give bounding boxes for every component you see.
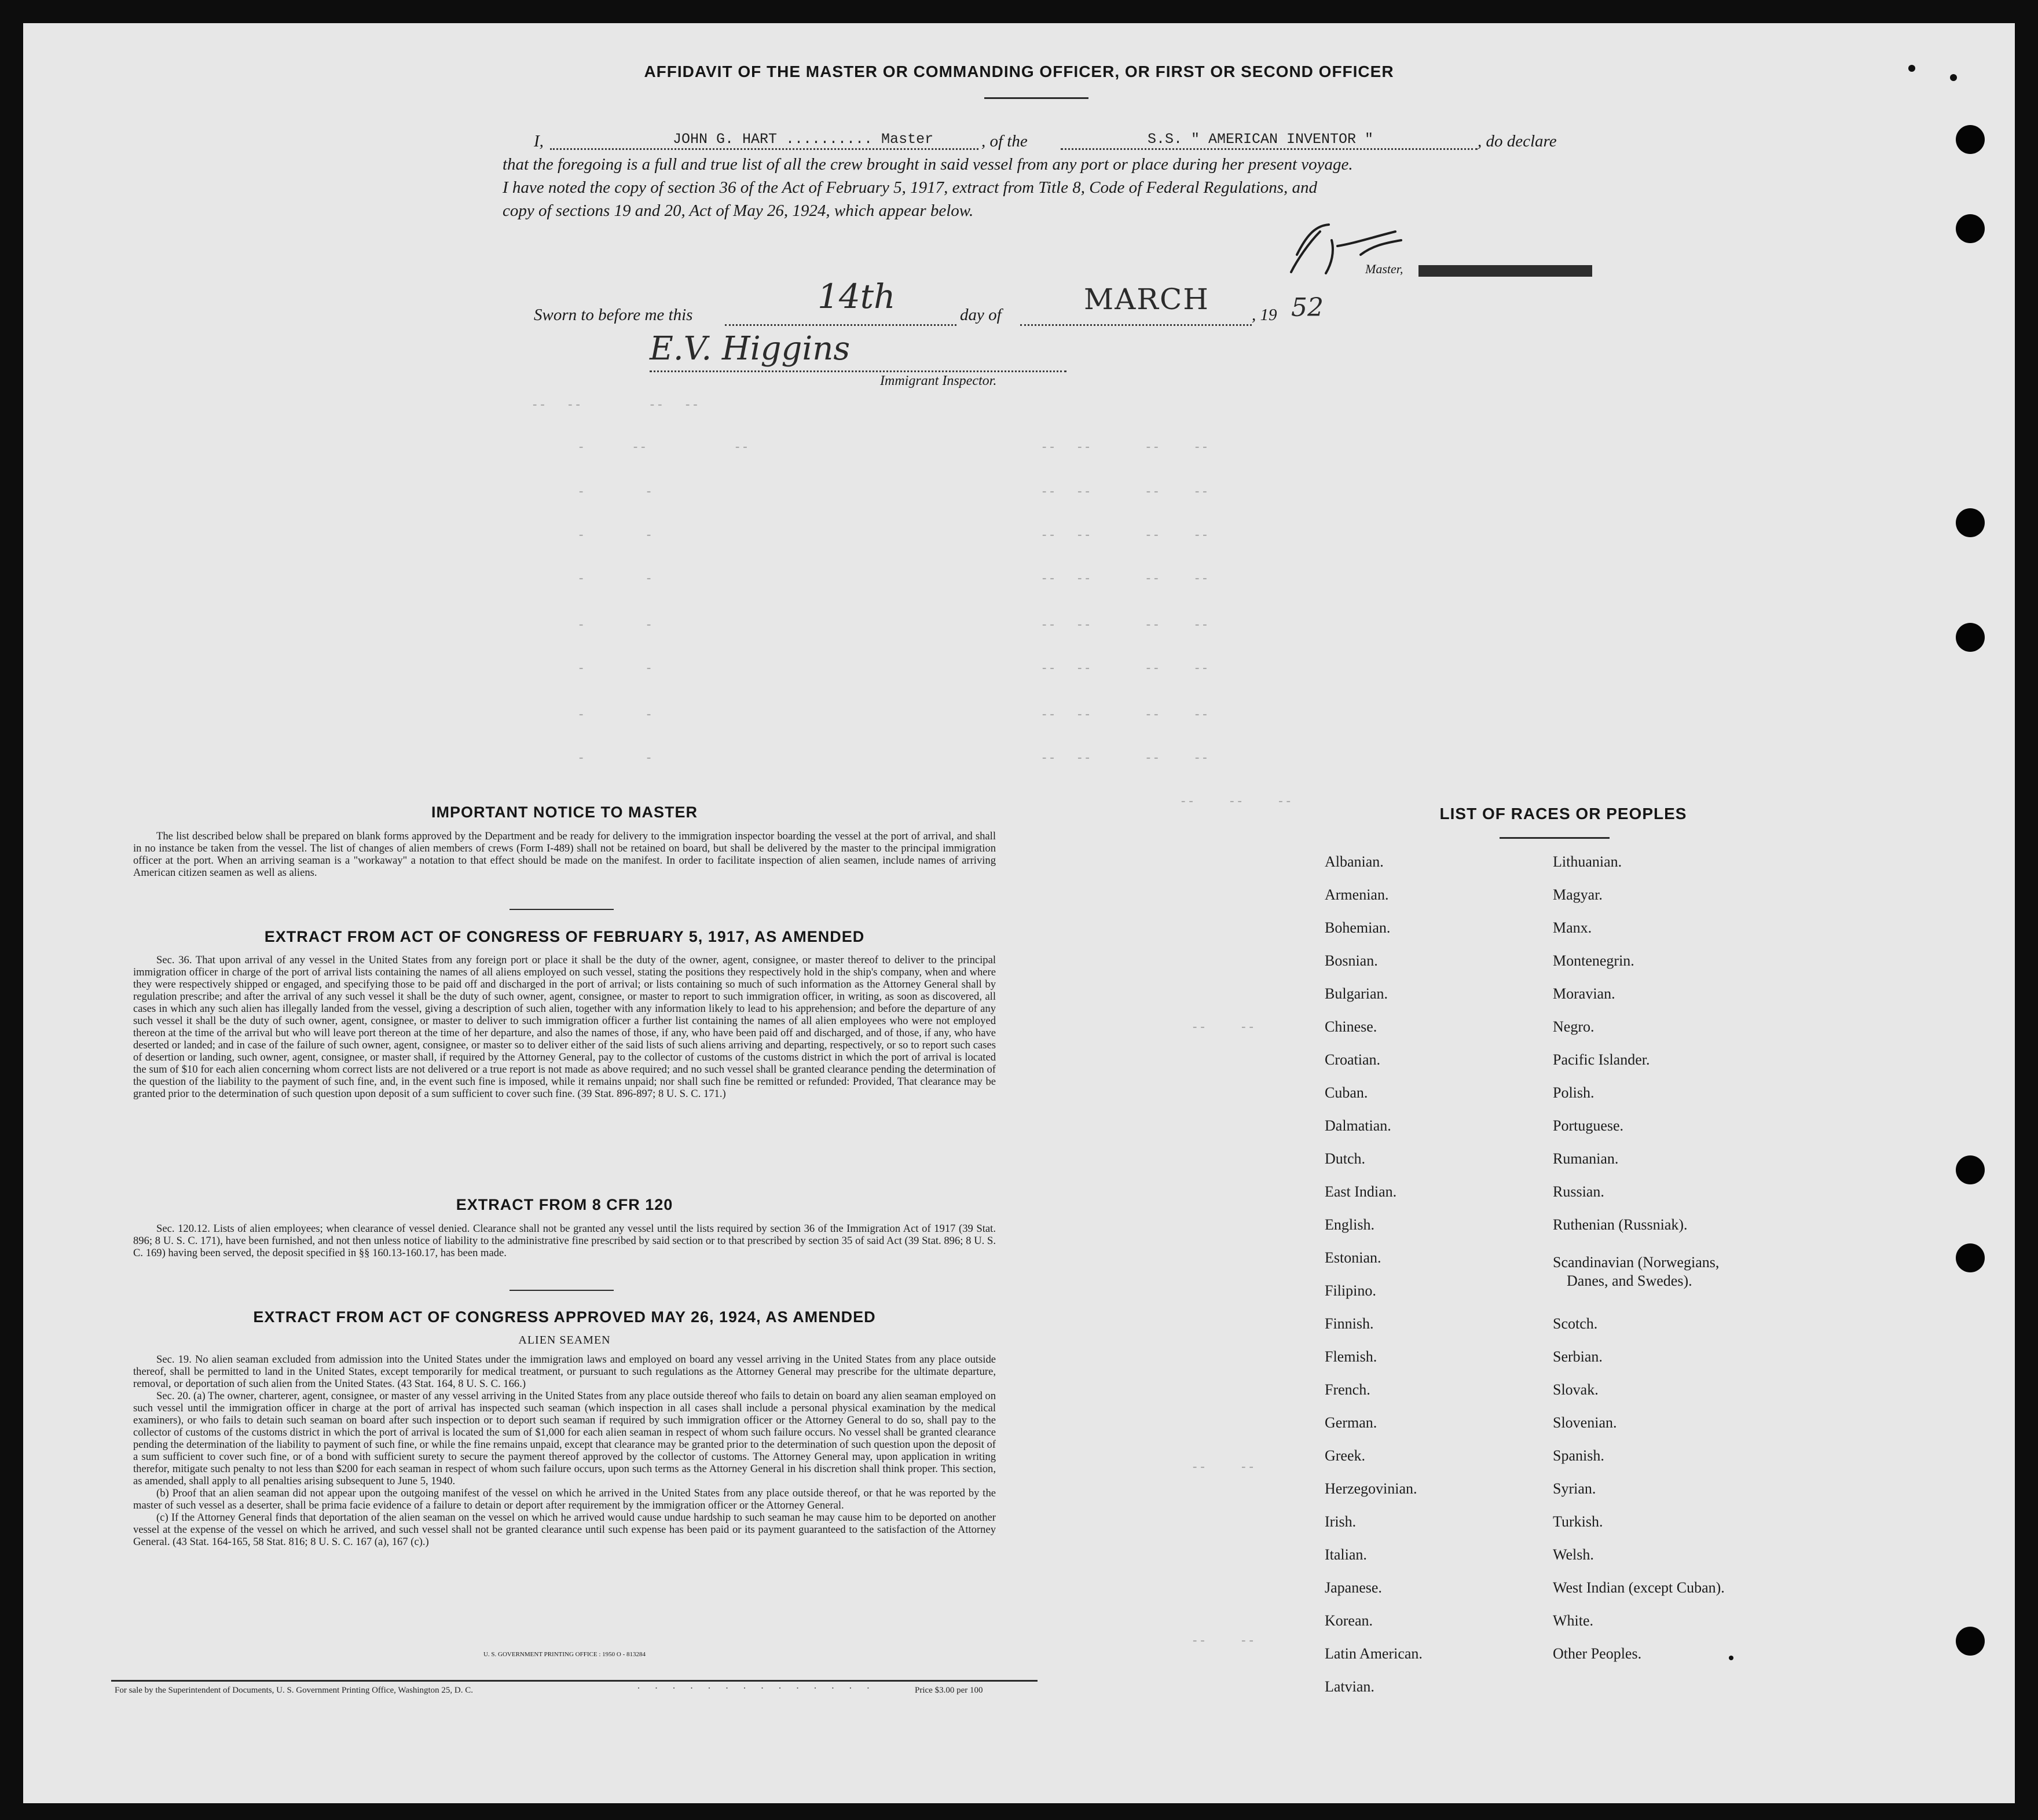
races-title: LIST OF RACES OR PEOPLES — [1439, 805, 1687, 823]
alien-seamen-subtitle: ALIEN SEAMEN — [518, 1334, 611, 1346]
sec-19-paragraph: Sec. 19. No alien seaman excluded from admission into the United States under the immigration laws and employed on board any vessel arriving in the United States from any place outside thereof, shall be permitted to land in the United States, except temporarily for medical treatment, or pursuant to such regulations as the Attorney General may prescribe for the ultimate departure, removal, or deportation of such alien from the United States. (43 Stat. 164, 8 U. S. C. 166.) — [133, 1353, 996, 1390]
sworn-label: Sworn to before me this — [534, 306, 693, 324]
printing-office-note: U. S. GOVERNMENT PRINTING OFFICE : 1950 O - 813284 — [483, 1651, 646, 1658]
extract-cfr-title: EXTRACT FROM 8 CFR 120 — [456, 1196, 673, 1213]
vessel-name-value: S.S. " AMERICAN INVENTOR " — [1148, 131, 1374, 148]
i-label: I, — [534, 132, 544, 151]
race-item: Negro. — [1553, 1018, 1595, 1035]
race-item: Flemish. — [1325, 1348, 1377, 1365]
day-of-label: day of — [960, 306, 1002, 324]
punch-hole — [1956, 623, 1985, 652]
race-item: Chinese. — [1325, 1018, 1377, 1035]
bleed-through-marks: - - — [579, 617, 655, 631]
race-item: Bulgarian. — [1325, 985, 1388, 1002]
sale-note: For sale by the Superintendent of Documents, U. S. Government Printing Office, Washington 25, D. C. — [115, 1686, 473, 1695]
race-item: Scandinavian (Norwegians, — [1553, 1254, 1720, 1271]
extract-cfr-paragraph: Sec. 120.12. Lists of alien employees; when clearance of vessel denied. Clearance shall not be granted any vessel until the lists required by section 36 of the Immigration Act of 1917 (39 Stat. 896; 8 U. S. C. 171), have been furnished, and not then unless notice of liability to the administrative fine prescribed by said section or to that prescribed by section 35 of said Act (39 Stat. 896; 8 U. S. C. 169) having been served, the deposit specified in §§ 160.13-160.17, has been made. — [133, 1223, 996, 1259]
extract-1917-paragraph: Sec. 36. That upon arrival of any vessel in the United States from any foreign port or place it shall be the duty of the owner, agent, consignee, or master thereof to deliver to the principal immigration officer in charge of the port of arrival lists containing the names of all aliens employed on such vessel, stating the positions they respectively hold in the ship's company, when and where they were respectively shipped or engaged, and specifying those to be paid off and discharged in the port of arrival; or lists containing so much of such information as the Attorney General shall by regulation prescribe; and after the arrival of any such vessel it shall be the duty of such owner, agent, consignee, or master to report to such immigration officer, in writing, as soon as discovered, all cases in which any such alien has illegally landed from the vessel, giving a description of such alien, together with any information likely to lead to his apprehension; and before the departure of any such vessel it shall be the duty of such owner, agent, consignee, or master to deliver to such immigration officer a further list containing the names of all alien employees who were not employed thereon at the time of the arrival but who will leave port thereon at the time of her departure, and also the names of those, if any, who have been paid off and discharged, and of those, if any, who have deserted or landed; and in case of the failure of such owner, agent, consignee, or master so to deliver either of the said lists of such aliens arriving and departing, respectively, or so to report such cases of desertion or landing, such owner, agent, consignee, or master shall, if required by the Attorney General, pay to the collector of customs of the customs district in which the port of arrival is located the sum of $10 for each alien concerning whom correct lists are not delivered or a true report is not made as above required; and no such vessel shall be granted clearance pending the determination of the question of the liability to the payment of such fine, and, in the event such fine is imposed, while it remains unpaid; nor shall such fine be remitted or refunded: Provided, That clearance may be granted prior to the determination of such question upon deposit of a sum sufficient to cover such fine. (39 Stat. 896-897; 8 U. S. C. 171.) — [133, 954, 996, 1100]
price-note: Price $3.00 per 100 — [915, 1686, 983, 1695]
race-item: White. — [1553, 1612, 1594, 1629]
sec-20b-paragraph: (b) Proof that an alien seaman did not appear upon the outgoing manifest of the vessel on which he arrived in the United States from any place outside thereof, or that he was reported by the master of such vessel as a deserter, shall be prima facie evidence of a failure to detain or deport after requirement by the immigration officer or the Attorney General. — [133, 1487, 996, 1511]
race-item: Manx. — [1553, 919, 1592, 936]
bleed-through-marks: - -- -- — [579, 439, 751, 453]
bleed-through-marks: -- -- — [1193, 1019, 1257, 1033]
race-item: Italian. — [1325, 1546, 1367, 1563]
race-item: Greek. — [1325, 1447, 1366, 1464]
punch-hole — [1956, 1627, 1985, 1656]
inspector-signature: E.V. Higgins — [650, 330, 851, 368]
bleed-through-marks: -- -- -- -- — [533, 397, 701, 411]
punch-hole — [1956, 214, 1985, 243]
footer-dots: · · · · · · · · · · · · · · — [637, 1682, 876, 1694]
race-item: Rumanian. — [1553, 1150, 1619, 1167]
race-item: Dutch. — [1325, 1150, 1366, 1167]
race-item: Lithuanian. — [1553, 853, 1622, 870]
race-item: German. — [1325, 1414, 1377, 1431]
day-handwritten: 14th — [818, 277, 896, 316]
bleed-through-marks: -- -- -- -- — [1042, 750, 1211, 764]
race-item: Magyar. — [1553, 886, 1603, 903]
vessel-dotline — [1061, 148, 1478, 150]
master-name-value: JOHN G. HART .......... Master — [673, 131, 934, 148]
race-item: Dalmatian. — [1325, 1117, 1391, 1134]
race-item: Irish. — [1325, 1513, 1357, 1530]
race-item: Slovenian. — [1553, 1414, 1617, 1431]
month-dotline — [1020, 324, 1252, 326]
race-item: Danes, and Swedes). — [1567, 1272, 1692, 1289]
race-item: Slovak. — [1553, 1381, 1599, 1398]
bleed-through-marks: - - — [579, 570, 655, 585]
bleed-through-marks: - - — [579, 750, 655, 764]
race-item: Turkish. — [1553, 1513, 1603, 1530]
race-item: Armenian. — [1325, 886, 1389, 903]
race-item: French. — [1325, 1381, 1370, 1398]
race-item: Welsh. — [1553, 1546, 1594, 1563]
punch-hole — [1956, 1243, 1985, 1272]
bleed-through-marks: -- -- -- -- — [1042, 617, 1211, 631]
day-dotline — [725, 324, 956, 326]
footer-rule — [111, 1680, 1038, 1682]
year-handwritten: 52 — [1291, 293, 1324, 322]
speck — [1908, 65, 1915, 72]
bleed-through-marks: -- -- -- -- — [1042, 527, 1211, 541]
notice-text — [133, 830, 996, 879]
master-title-label: Master, — [1365, 262, 1403, 276]
bleed-through-marks: -- -- -- -- — [1042, 706, 1211, 721]
divider — [510, 909, 614, 910]
affidavit-line-3: I have noted the copy of section 36 of the Act of February 5, 1917, extract from Title 8, Code of Federal Regulations, and — [503, 178, 1318, 197]
bleed-through-marks: - - — [579, 527, 655, 541]
race-item: Spanish. — [1553, 1447, 1604, 1464]
bleed-through-marks: -- -- -- -- — [1042, 570, 1211, 585]
of-the-label: , of the — [981, 132, 1028, 151]
race-item: Japanese. — [1325, 1579, 1382, 1596]
extract-cfr-text — [133, 1223, 996, 1259]
bleed-through-marks: - - — [579, 660, 655, 674]
race-item: Scotch. — [1553, 1315, 1598, 1332]
punch-hole — [1956, 508, 1985, 537]
affidavit-title: AFFIDAVIT OF THE MASTER OR COMMANDING OFFICER, OR FIRST OR SECOND OFFICER — [644, 63, 1394, 80]
bleed-through-marks: -- -- -- -- — [1042, 483, 1211, 498]
race-item: Finnish. — [1325, 1315, 1374, 1332]
race-item: Croatian. — [1325, 1051, 1381, 1068]
race-item: Ruthenian (Russniak). — [1553, 1216, 1688, 1233]
race-item: Moravian. — [1553, 985, 1615, 1002]
race-item: Estonian. — [1325, 1249, 1381, 1266]
race-item: Serbian. — [1553, 1348, 1603, 1365]
race-item: Syrian. — [1553, 1480, 1596, 1497]
bleed-through-marks: -- -- — [1193, 1459, 1257, 1473]
bleed-through-marks: -- -- — [1193, 1632, 1257, 1647]
race-item: Latin American. — [1325, 1645, 1423, 1662]
race-item: Latvian. — [1325, 1678, 1374, 1695]
year-prefix: , 19 — [1252, 306, 1277, 324]
bleed-through-marks: -- -- -- — [1181, 793, 1294, 808]
race-item: Montenegrin. — [1553, 952, 1634, 969]
race-item: Bohemian. — [1325, 919, 1391, 936]
race-item: Portuguese. — [1553, 1117, 1624, 1134]
sec-20c-paragraph: (c) If the Attorney General finds that deportation of the alien seaman on the vessel on which he arrived would cause undue hardship to such seaman he may cause him to be deported on another vessel at the expense of the vessel on which he arrived, and such vessel shall not be granted clearance until such expense has been paid or its payment guaranteed to the satisfaction of the Attorney General. (43 Stat. 164-165, 58 Stat. 816; 8 U. S. C. 167 (a), 167 (c).) — [133, 1511, 996, 1548]
bleed-through-marks: - - — [579, 483, 655, 498]
race-item: Russian. — [1553, 1183, 1604, 1200]
speck — [1950, 74, 1957, 81]
races-title-underline — [1500, 837, 1610, 839]
extract-1924-title: EXTRACT FROM ACT OF CONGRESS APPROVED MAY 26, 1924, AS AMENDED — [253, 1308, 876, 1326]
divider — [510, 1290, 614, 1291]
race-item: Korean. — [1325, 1612, 1373, 1629]
name-dotline — [550, 148, 978, 150]
do-declare-label: , do declare — [1478, 132, 1557, 151]
punch-hole — [1956, 1155, 1985, 1184]
inspector-label: Immigrant Inspector. — [880, 373, 997, 388]
race-item: West Indian (except Cuban). — [1553, 1579, 1725, 1596]
race-item: Filipino. — [1325, 1282, 1376, 1299]
affidavit-line-2: that the foregoing is a full and true list of all the crew brought in said vessel from any port or place during her present voyage. — [503, 155, 1353, 174]
month-handwritten: MARCH — [1084, 282, 1209, 316]
extract-1924-text — [133, 1353, 996, 1548]
extract-1917-text — [133, 954, 996, 1100]
struck-out-title — [1418, 265, 1592, 277]
notice-paragraph: The list described below shall be prepared on blank forms approved by the Department and be ready for delivery to the immigration inspector boarding the vessel at the port of arrival, and shall in no instance be taken from the vessel. The list of changes of alien members of crews (Form I-489) shall not be retained on board, but shall be delivered by the master to the principal immigration officer at the port. When an arriving seaman is a "workaway" a notation to that effect should be made on the manifest. In order to facilitate inspection of alien seamen, include names of arriving American citizen seamen as well as aliens. — [133, 830, 996, 879]
bleed-through-marks: -- -- -- -- — [1042, 439, 1211, 453]
sec-20a-paragraph: Sec. 20. (a) The owner, charterer, agent, consignee, or master of any vessel arriving in the United States from any place outside thereof who fails to detain on board any alien seaman employed on such vessel until the immigration officer in charge at the port of arrival has inspected such seaman (which inspection in all cases shall include a personal physical examination by the medical examiners), or who fails to detain such seaman on board after such inspection or to deport such seaman if required by such immigration officer or the Attorney General to do so, shall pay to the collector of customs of the customs district in which the port of arrival is located the sum of $1,000 for each alien seaman in respect of whom such failure occurs. No vessel shall be granted clearance pending the determination of the liability to payment of such fine, or while the fine remains unpaid, except that clearance may be granted prior to the determination of such question upon the deposit of a sum sufficient to cover such fine, or of a bond with sufficient surety to secure the payment thereof approved by the collector of customs. The Attorney General may, upon application in writing therefor, mitigate such penalty to not less than $200 for each seaman in respect of whom such failure occurs, upon such terms as the Attorney General in his discretion shall think proper. This section, as amended, shall apply to all penalties arising subsequent to June 5, 1940. — [133, 1390, 996, 1487]
race-item: Other Peoples. — [1553, 1645, 1642, 1662]
race-item: Albanian. — [1325, 853, 1384, 870]
form-sheet — [23, 23, 2015, 1803]
speck — [1729, 1656, 1733, 1660]
punch-hole — [1956, 125, 1985, 154]
race-item: Polish. — [1553, 1084, 1595, 1101]
notice-title: IMPORTANT NOTICE TO MASTER — [431, 803, 698, 821]
affidavit-line-4: copy of sections 19 and 20, Act of May 26, 1924, which appear below. — [503, 201, 974, 220]
race-item: Cuban. — [1325, 1084, 1368, 1101]
bleed-through-marks: -- -- -- -- — [1042, 660, 1211, 674]
inspector-dotline — [650, 370, 1066, 372]
race-item: Herzegovinian. — [1325, 1480, 1417, 1497]
race-item: East Indian. — [1325, 1183, 1397, 1200]
title-underline — [984, 97, 1088, 99]
race-item: Bosnian. — [1325, 952, 1378, 969]
bleed-through-marks: - - — [579, 706, 655, 721]
race-item: Pacific Islander. — [1553, 1051, 1650, 1068]
extract-1917-title: EXTRACT FROM ACT OF CONGRESS OF FEBRUARY 5, 1917, AS AMENDED — [264, 928, 865, 945]
race-item: English. — [1325, 1216, 1374, 1233]
